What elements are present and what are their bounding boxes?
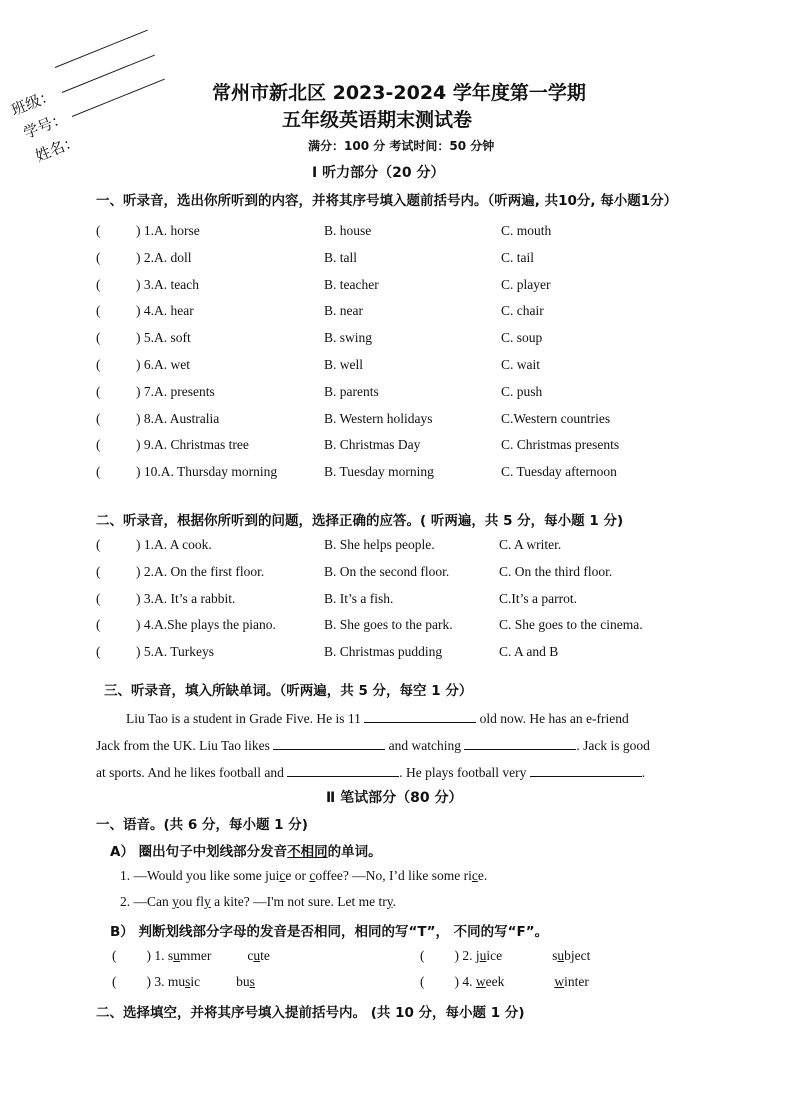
word-text: te xyxy=(260,948,270,963)
q2-item xyxy=(96,537,776,557)
answer-blank[interactable] xyxy=(287,762,399,777)
q3-text: . xyxy=(641,765,646,780)
answer-bracket[interactable]: ( xyxy=(96,464,101,480)
answer-bracket[interactable]: ( xyxy=(96,276,101,292)
answer-bracket[interactable]: ( xyxy=(96,590,101,606)
option-a: ) 2.A. doll xyxy=(136,249,192,265)
answer-blank[interactable] xyxy=(464,735,576,750)
sentence-text: . xyxy=(392,894,397,909)
option-b: B. near xyxy=(324,303,363,319)
option-c: C.Western countries xyxy=(501,410,611,426)
option-c: C. On the third floor. xyxy=(499,563,613,579)
answer-bracket[interactable]: ( xyxy=(96,437,101,453)
word-number: ) 2. j xyxy=(454,948,480,963)
underlined-letter[interactable]: c xyxy=(471,868,478,883)
q3-text: and watching xyxy=(388,738,462,753)
answer-bracket[interactable]: ( xyxy=(96,410,101,426)
word-text: mmer xyxy=(179,948,212,963)
q3-line1 xyxy=(126,708,629,727)
option-b: B. She helps people. xyxy=(324,537,435,552)
compare-word xyxy=(247,948,270,964)
option-a: ) 9.A. Christmas tree xyxy=(136,437,249,453)
q3-text: . He plays football very xyxy=(399,765,527,780)
underlined-letter: s xyxy=(249,974,255,989)
w1-a-item-1 xyxy=(120,868,487,884)
q3-line2 xyxy=(96,735,650,754)
exam-title-line1: 常州市新北区 2023-2024 学年度第一学期 xyxy=(212,82,586,104)
q3-text: Liu Tao is a student in Grade Five. He is 11 xyxy=(126,711,361,726)
q1-item xyxy=(96,384,776,404)
w1-b-item xyxy=(420,948,590,964)
option-b: B. teacher xyxy=(324,276,379,292)
q1-item xyxy=(96,277,776,297)
option-c: C. A and B xyxy=(499,644,559,660)
answer-bracket[interactable]: ( xyxy=(96,617,101,633)
compare-word xyxy=(554,974,589,990)
w2-heading: 二、选择填空，并将其序号填入提前括号内。 (共 10 分，每小题 1 分) xyxy=(96,1005,525,1021)
option-c: C. Tuesday afternoon xyxy=(501,464,617,480)
sentence-text: e. xyxy=(477,868,488,883)
w1-a-heading-text: 的单词。 xyxy=(327,844,382,860)
q1-item xyxy=(96,223,776,243)
q1-item xyxy=(96,250,776,270)
option-a: ) 4.A. hear xyxy=(136,303,194,319)
w1-a-heading-emphasis: 不相同 xyxy=(287,844,328,860)
option-a: ) 4.A.She plays the piano. xyxy=(136,617,276,633)
option-b: B. parents xyxy=(324,383,379,399)
sentence-text: a kite? —I'm not sure. Let me tr xyxy=(210,894,387,909)
option-a: ) 5.A. soft xyxy=(136,330,191,346)
q2-item xyxy=(96,564,776,584)
answer-blank[interactable] xyxy=(364,708,476,723)
option-b: B. tall xyxy=(324,249,357,265)
option-c: C. chair xyxy=(501,303,544,319)
word-number: ) 4. xyxy=(454,974,476,989)
compare-word xyxy=(236,974,255,990)
q1-item xyxy=(96,437,776,457)
sentence-text: offee? —No, I’d like some ri xyxy=(315,868,472,883)
answer-bracket[interactable]: ( xyxy=(112,948,117,963)
word-text: ice xyxy=(486,948,503,963)
q3-heading: 三、听录音，填入所缺单词。（听两遍，共 5 分，每空 1 分） xyxy=(104,683,473,699)
q1-item xyxy=(96,330,776,350)
word-text: inter xyxy=(564,974,589,989)
q3-text: old now. He has an e-friend xyxy=(479,711,629,726)
option-b: B. Christmas pudding xyxy=(324,644,443,660)
word-text: eek xyxy=(485,974,505,989)
option-c: C. player xyxy=(501,276,551,292)
option-a: ) 6.A. wet xyxy=(136,357,190,372)
q1-item xyxy=(96,303,776,323)
q2-item xyxy=(96,591,776,611)
option-b: B. It’s a fish. xyxy=(324,590,394,606)
underlined-letter: u xyxy=(173,948,180,963)
answer-blank[interactable] xyxy=(530,762,642,777)
option-c: C. mouth xyxy=(501,223,552,238)
word-text: c xyxy=(247,948,254,963)
underlined-letter: u xyxy=(557,948,565,963)
sentence-text: ou fl xyxy=(178,894,204,909)
option-c: C.It’s a parrot. xyxy=(499,590,577,606)
word-text: s xyxy=(552,948,558,963)
word-number: ) 3. mu xyxy=(146,974,186,989)
q2-item xyxy=(96,644,776,664)
option-c: C. Christmas presents xyxy=(501,437,620,453)
name-field-line[interactable] xyxy=(72,79,165,117)
answer-bracket[interactable]: ( xyxy=(96,383,101,399)
underlined-letter[interactable]: c xyxy=(309,868,316,883)
option-b: B. Tuesday morning xyxy=(324,464,434,480)
underlined-letter: w xyxy=(475,974,486,989)
w1-a-heading xyxy=(110,840,382,860)
q1-item xyxy=(96,357,776,377)
answer-bracket[interactable]: ( xyxy=(96,357,101,372)
underlined-letter[interactable]: y xyxy=(204,894,211,909)
option-c: C. soup xyxy=(501,330,543,346)
option-a: ) 1.A. horse xyxy=(136,223,200,238)
q2-heading: 二、听录音，根据你所听到的问题，选择正确的应答。( 听两遍，共 5 分，每小题 1 分) xyxy=(96,513,624,529)
exam-meta: 满分：100 分 考试时间：50 分钟 xyxy=(308,139,495,153)
sentence-text: e or xyxy=(285,868,310,883)
answer-bracket[interactable]: ( xyxy=(96,563,101,579)
word-text: bu xyxy=(236,974,250,989)
underlined-letter[interactable]: y xyxy=(386,894,393,909)
answer-bracket[interactable]: ( xyxy=(96,249,101,265)
underlined-letter[interactable]: y xyxy=(172,894,179,909)
option-a: ) 8.A. Australia xyxy=(136,410,220,426)
option-a: ) 3.A. It’s a rabbit. xyxy=(136,590,236,606)
word-number: ) 1. s xyxy=(146,948,174,963)
class-label: 班级： xyxy=(8,85,58,120)
q3-line3 xyxy=(96,762,645,781)
sentence-text: 2. —Can xyxy=(120,894,173,909)
option-b: B. Christmas Day xyxy=(324,437,421,453)
underlined-letter: s xyxy=(185,974,191,989)
underlined-letter[interactable]: c xyxy=(279,868,286,883)
w1-heading: 一、语音。(共 6 分，每小题 1 分) xyxy=(96,817,308,833)
w1-a-item-2 xyxy=(120,894,396,910)
answer-bracket[interactable]: ( xyxy=(112,974,117,989)
underlined-letter: w xyxy=(554,974,565,989)
answer-bracket[interactable]: ( xyxy=(96,644,101,660)
option-c: C. push xyxy=(501,383,543,399)
exam-title-line2: 五年级英语期末测试卷 xyxy=(282,109,473,131)
option-a: ) 10.A. Thursday morning xyxy=(136,464,278,480)
student-number-label: 学号： xyxy=(20,108,70,143)
option-c: C. She goes to the cinema. xyxy=(499,617,643,633)
q3-text: . Jack is good xyxy=(576,738,650,753)
w1-b-item xyxy=(420,974,589,990)
underlined-letter: u xyxy=(253,948,261,963)
part1-heading: Ⅰ 听力部分（20 分） xyxy=(312,165,445,181)
option-c: C. A writer. xyxy=(499,537,562,552)
answer-bracket[interactable]: ( xyxy=(96,303,101,319)
option-c: C. tail xyxy=(501,249,534,265)
option-a: ) 2.A. On the first floor. xyxy=(136,563,265,579)
option-b: B. well xyxy=(324,357,363,372)
name-label: 姓名： xyxy=(32,131,82,166)
w1-b-item xyxy=(112,974,255,990)
word-text: bject xyxy=(564,948,591,963)
option-a: ) 1.A. A cook. xyxy=(136,537,212,552)
option-b: B. Western holidays xyxy=(324,410,433,426)
option-b: B. swing xyxy=(324,330,373,346)
answer-bracket[interactable]: ( xyxy=(420,974,425,989)
option-a: ) 7.A. presents xyxy=(136,383,215,399)
w1-a-heading-text: A） 圈出句子中划线部分发音 xyxy=(110,844,288,860)
w1-b-heading: B） 判断划线部分字母的发音是否相同，相同的写“T”， 不同的写“F”。 xyxy=(110,924,549,940)
answer-bracket[interactable]: ( xyxy=(96,330,101,346)
part2-heading: Ⅱ 笔试部分（80 分） xyxy=(326,790,463,806)
q1-item xyxy=(96,411,776,431)
option-b: B. On the second floor. xyxy=(324,563,450,579)
compare-word xyxy=(552,948,590,964)
q1-item xyxy=(96,464,776,484)
answer-bracket[interactable]: ( xyxy=(96,223,101,238)
q1-heading: 一、听录音，选出你所听到的内容，并将其序号填入题前括号内。（听两遍, 共10分, 每小题1分） xyxy=(96,193,678,209)
q2-item xyxy=(96,617,776,637)
option-a: ) 3.A. teach xyxy=(136,276,199,292)
sentence-text: 1. —Would you like some jui xyxy=(120,868,280,883)
option-b: B. house xyxy=(324,223,372,238)
underlined-letter: u xyxy=(479,948,487,963)
w1-b-item xyxy=(112,948,270,964)
answer-bracket[interactable]: ( xyxy=(420,948,425,963)
q3-text: at sports. And he likes football and xyxy=(96,765,284,780)
word-text: ic xyxy=(190,974,201,989)
option-c: C. wait xyxy=(501,357,540,372)
option-a: ) 5.A. Turkeys xyxy=(136,644,215,660)
answer-blank[interactable] xyxy=(273,735,385,750)
option-b: B. She goes to the park. xyxy=(324,617,453,633)
answer-bracket[interactable]: ( xyxy=(96,537,101,552)
q3-text: Jack from the UK. Liu Tao likes xyxy=(96,738,270,753)
